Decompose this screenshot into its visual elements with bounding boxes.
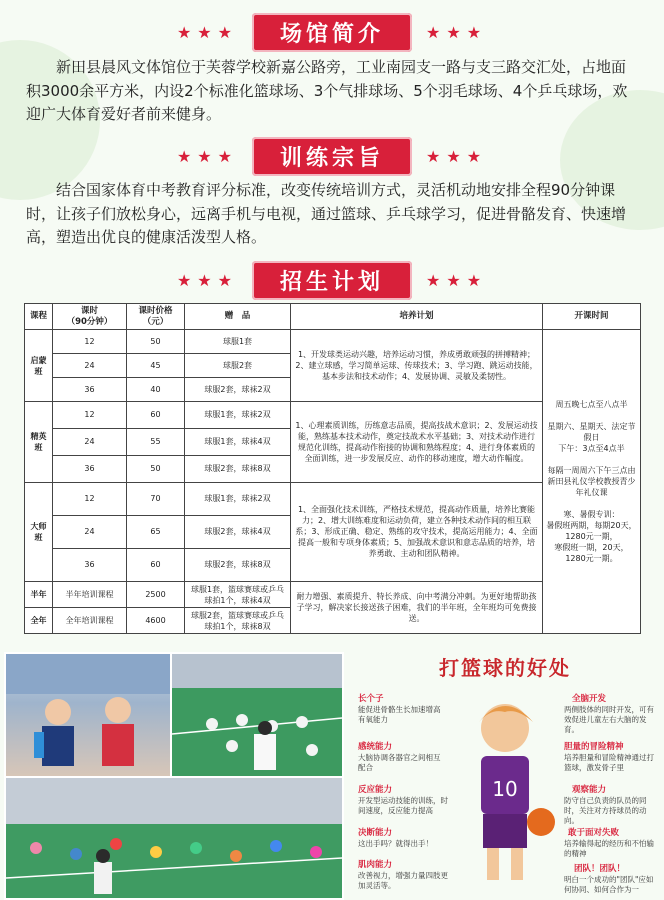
hours-cell: 12 xyxy=(53,482,127,515)
intro-heading xyxy=(0,14,664,50)
gift-cell: 球服2套，球袜8双 xyxy=(185,548,291,581)
header-time: 开课时间 xyxy=(543,304,641,330)
table-row xyxy=(25,330,641,354)
group-illustration xyxy=(6,778,342,898)
plan-title: 招生计划 xyxy=(252,261,412,300)
gift-cell: 球服2套，球袜2双 xyxy=(185,378,291,402)
star-icons: ★★★ xyxy=(176,22,238,42)
hours-cell: 24 xyxy=(53,515,127,548)
plan-desc: 耐力增强、素质提升、特长养成、向中考满分冲刺。为更好地帮助孩子学习，解决家长接送孩子困难，我们的半年班，全年班均可免费接送。 xyxy=(291,582,543,634)
price-cell: 70 xyxy=(127,482,185,515)
plan-desc: 1、心理素质训练，历练意志品质，提高技战术意识；2、发展运动技能，熟练基本技术动作，奠定技战术水平基础；3、对技术动作进行规范化训练，提高动作衔接的协调和熟练程度；4、进行身体素质的全面训练，进一步发展反应、动作的移动速度，增大动作幅度。 xyxy=(291,402,543,483)
hours-cell: 12 xyxy=(53,330,127,354)
price-cell: 65 xyxy=(127,515,185,548)
benefit-desc: 防守自己负责的队员的同时，关注对方持球员的动向。 xyxy=(564,796,647,825)
course-name: 半年 xyxy=(25,582,53,608)
star-icons: ★★★ xyxy=(426,146,488,166)
header-hours: 课时 （90分钟） xyxy=(53,304,127,330)
benefit-desc: 培养输得起的经历和不怕输的精神 xyxy=(564,839,654,858)
benefit-tag: 观察能力 xyxy=(572,785,607,795)
intro-title: 场馆简介 xyxy=(252,13,412,52)
course-name: 全年 xyxy=(25,608,53,634)
benefit-tag: 肌肉能力 xyxy=(358,860,393,870)
enrollment-table xyxy=(24,303,641,634)
purpose-heading xyxy=(0,138,664,174)
star-icons: ★★★ xyxy=(426,22,488,42)
star-icons: ★★★ xyxy=(426,270,488,290)
benefit-desc: 两侧肢体的同时开发，可有效促进儿童左右大脑的发育。 xyxy=(564,705,654,734)
photo-training-court xyxy=(170,652,344,778)
photo-group-training xyxy=(4,776,344,900)
benefit-tag: 长个子 xyxy=(358,694,384,704)
hours-cell: 36 xyxy=(53,455,127,482)
price-cell: 40 xyxy=(127,378,185,402)
plan-heading xyxy=(0,262,664,298)
gift-cell: 球服1套，球袜2双 xyxy=(185,482,291,515)
benefit-tag: 反应能力 xyxy=(358,785,393,795)
benefit-desc: 这出手吗？就得出手！ xyxy=(358,839,433,848)
header-course: 课程 xyxy=(25,304,53,330)
hours-cell: 36 xyxy=(53,548,127,581)
gift-cell: 球服2套 xyxy=(185,354,291,378)
hours-cell: 12 xyxy=(53,402,127,429)
price-cell: 60 xyxy=(127,548,185,581)
photo-kids-with-trophy xyxy=(4,652,172,778)
benefits-title: 打篮球的好处 xyxy=(439,656,571,680)
header-gift: 赠 品 xyxy=(185,304,291,330)
header-content: 培养计划 xyxy=(291,304,543,330)
benefit-tag: 感统能力 xyxy=(358,742,393,752)
gift-cell: 球服1套，篮球赛球或乒乓球拍1个，球袜4双 xyxy=(185,582,291,608)
schedule-cell: 周五晚七点至八点半 星期六、星期天、法定节假日 下午：3点至4点半 每隔一周周六下午三点由新田县礼仪学校教授青少年礼仪课 寒、暑假专训： 暑假班两期，每期20天，1280元一期， 寒假班一期，20天，1280元一期。 xyxy=(543,330,641,634)
kids-illustration xyxy=(6,654,170,776)
benefit-desc: 能促进骨骼生长加速增高有氧能力 xyxy=(358,705,441,724)
benefit-desc: 培养胆量和冒险精神通过打篮球，激发骨子里 xyxy=(564,753,654,772)
benefit-tag: 团队！团队！ xyxy=(574,864,626,874)
gift-cell: 球服2套，球袜4双 xyxy=(185,515,291,548)
course-cell: 半年培训课程 xyxy=(53,582,127,608)
hours-cell: 36 xyxy=(53,378,127,402)
star-icons: ★★★ xyxy=(176,270,238,290)
gift-cell: 球服1套，球袜2双 xyxy=(185,402,291,429)
course-name: 启蒙班 xyxy=(25,330,53,402)
basketball-benefits xyxy=(352,648,658,896)
jersey-number: 10 xyxy=(492,777,518,801)
benefit-tag: 胆量的冒险精神 xyxy=(564,742,624,752)
course-name: 大师班 xyxy=(25,482,53,581)
benefit-tag: 全脑开发 xyxy=(572,694,607,704)
hours-cell: 24 xyxy=(53,354,127,378)
benefit-desc: 开发型运动技能的训练，时间速度，反应能力提高 xyxy=(358,796,448,815)
benefit-desc: 改善视力，增强力量四肢更加灵活等。 xyxy=(358,871,448,890)
boy-player-illustration xyxy=(455,694,555,894)
price-cell: 2500 xyxy=(127,582,185,608)
course-cell: 全年培训课程 xyxy=(53,608,127,634)
gift-cell: 球服1套，球袜4双 xyxy=(185,428,291,455)
header-price: 课时价格 （元） xyxy=(127,304,185,330)
price-cell: 50 xyxy=(127,330,185,354)
star-icons: ★★★ xyxy=(176,146,238,166)
benefit-tag: 敢于面对失败 xyxy=(568,828,620,838)
price-cell: 60 xyxy=(127,402,185,429)
plan-desc: 1、开发球类运动兴趣，培养运动习惯，养成勇敢顽强的拼搏精神；2、建立球感，学习简单运球、传球技术；3、学习跑、跳运动技能，基本步法和技术动作；4、发展协调、灵敏及柔韧性。 xyxy=(291,330,543,402)
gift-cell: 球服1套 xyxy=(185,330,291,354)
price-cell: 4600 xyxy=(127,608,185,634)
plan-desc: 1、全面强化技术训练，严格技术规范，提高动作质量，培养比赛能力；2、增大训练难度和运动负荷，建立各种技术动作间的相互联系；3、形成正确、稳定、熟练的攻守技术，提高运用能力；4、全面提高一般和专项身体素质；5、加强战术意识和意志品质的培养，培养勇敢、主动和团队精神。 xyxy=(291,482,543,581)
benefit-desc: 大脑协调各器官之间相互配合 xyxy=(358,753,441,772)
hours-cell: 24 xyxy=(53,428,127,455)
gift-cell: 球服2套，篮球赛球或乒乓球拍1个，球袜8双 xyxy=(185,608,291,634)
intro-text: 新田县晨风文体馆位于芙蓉学校新嘉公路旁，工业南园支一路与支三路交汇处，占地面积3000余平方米，内设2个标准化篮球场、3个气排球场、5个羽毛球场、4个乒乓球场，欢迎广大体育爱好者前来健身。 xyxy=(26,58,628,123)
purpose-title: 训练宗旨 xyxy=(252,137,412,176)
price-cell: 50 xyxy=(127,455,185,482)
benefit-tag: 决断能力 xyxy=(358,828,393,838)
purpose-text: 结合国家体育中考教育评分标准，改变传统培训方式，灵活机动地安排全程90分钟课时，让孩子们放松身心，远离手机与电视，通过篮球、乒乓球学习，促进骨骼发育、快速增高，塑造出优良的健康活泼型人格。 xyxy=(26,181,627,246)
table-header-row xyxy=(25,304,641,330)
gift-cell: 球服2套，球袜8双 xyxy=(185,455,291,482)
benefit-desc: 明白一个成功的"团队"应如何协同、如何合作为一 xyxy=(564,875,654,894)
price-cell: 55 xyxy=(127,428,185,455)
course-name: 精英班 xyxy=(25,402,53,483)
price-cell: 45 xyxy=(127,354,185,378)
court-illustration xyxy=(172,654,342,776)
